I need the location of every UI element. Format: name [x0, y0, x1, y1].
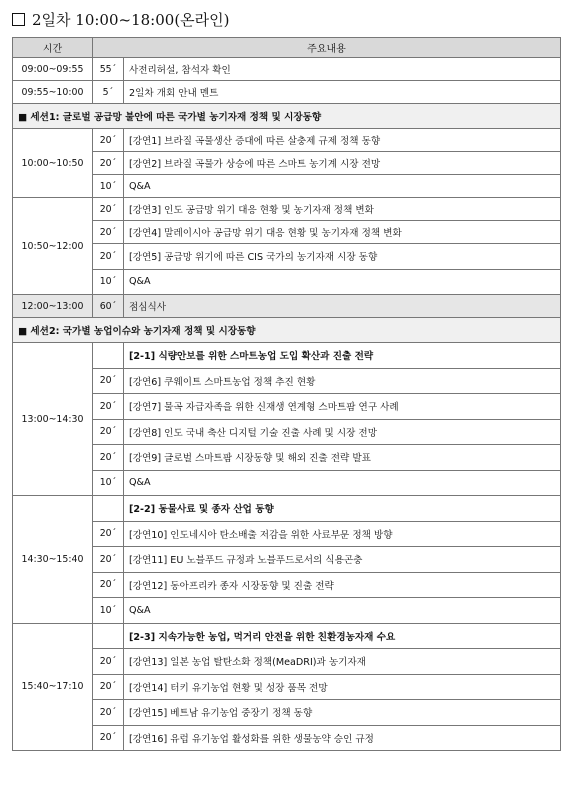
lunch-row: [13, 295, 561, 318]
duration-cell: 20´: [93, 572, 124, 598]
content-cell: [강연12] 동아프리카 종자 시장동향 및 진출 전략: [124, 572, 561, 598]
session-title: ■ 세션2: 국가별 농업이슈와 농기자재 정책 및 시장동향: [13, 318, 561, 343]
duration-cell: 20´: [93, 129, 124, 152]
duration-cell: 10´: [93, 175, 124, 198]
table-row: [13, 623, 561, 649]
header-content: 주요내용: [93, 38, 561, 58]
checkbox-icon: [12, 13, 25, 26]
table-row: [13, 547, 561, 573]
content-cell: [강연5] 공급망 위기에 따른 CIS 국가의 농기자재 시장 동향: [124, 244, 561, 270]
content-cell: [강연11] EU 노블푸드 규정과 노블푸드로서의 식용곤충: [124, 547, 561, 573]
duration-cell: 20´: [93, 547, 124, 573]
content-cell: 2일차 개회 안내 멘트: [124, 81, 561, 104]
content-cell: [강연4] 말레이시아 공급망 위기 대응 현황 및 농기자재 정책 변화: [124, 221, 561, 244]
content-cell: [강연8] 인도 국내 축산 디지털 기술 진출 사례 및 시장 전망: [124, 419, 561, 445]
duration-cell: [93, 343, 124, 369]
time-cell: 10:00~10:50: [13, 129, 93, 198]
page-title: [12, 6, 230, 32]
content-cell: Q&A: [124, 175, 561, 198]
content-cell: [강연16] 유럽 유기농업 활성화를 위한 생물농약 승인 규정: [124, 725, 561, 751]
content-cell: [강연13] 일본 농업 탈탄소화 정책(MeaDRI)과 농기자재: [124, 649, 561, 675]
duration-cell: 20´: [93, 521, 124, 547]
schedule-body: [13, 58, 561, 751]
table-row: [13, 221, 561, 244]
page-title-text: 2일차 10:00~18:00(온라인): [32, 10, 230, 29]
table-row: [13, 58, 561, 81]
table-row: [13, 419, 561, 445]
header-time: 시간: [13, 38, 93, 58]
header-row: [13, 38, 561, 58]
duration-cell: 10´: [93, 598, 124, 624]
table-row: [13, 470, 561, 496]
content-cell: [강연9] 글로벌 스마트팜 시장동향 및 해외 진출 전략 발표: [124, 445, 561, 471]
duration-cell: 5´: [93, 81, 124, 104]
content-cell: Q&A: [124, 470, 561, 496]
duration-cell: 20´: [93, 244, 124, 270]
content-cell: [강연1] 브라질 곡물생산 증대에 따른 살충제 규제 정책 동향: [124, 129, 561, 152]
table-row: [13, 445, 561, 471]
duration-cell: 20´: [93, 221, 124, 244]
content-cell: [강연6] 쿠웨이트 스마트농업 정책 추진 현황: [124, 368, 561, 394]
duration-cell: [93, 623, 124, 649]
duration-cell: 20´: [93, 419, 124, 445]
content-cell: [강연15] 베트남 유기농업 중장기 정책 동향: [124, 700, 561, 726]
table-row: [13, 269, 561, 295]
duration-cell: 20´: [93, 649, 124, 675]
time-cell: 13:00~14:30: [13, 343, 93, 496]
content-cell: Q&A: [124, 269, 561, 295]
session-title: ■ 세션1: 글로벌 공급망 불안에 따른 국가별 농기자재 정책 및 시장동향: [13, 104, 561, 129]
table-row: [13, 700, 561, 726]
table-row: [13, 244, 561, 270]
duration-cell: [93, 496, 124, 522]
time-cell: 12:00~13:00: [13, 295, 93, 318]
duration-cell: 20´: [93, 725, 124, 751]
subsection-title: [2-3] 지속가능한 농업, 먹거리 안전을 위한 친환경농자재 수요: [124, 623, 561, 649]
table-row: [13, 674, 561, 700]
table-row: [13, 521, 561, 547]
table-row: [13, 496, 561, 522]
table-row: [13, 198, 561, 221]
duration-cell: 20´: [93, 368, 124, 394]
content-cell: [강연10] 인도네시아 탄소배출 저감을 위한 사료부문 정책 방향: [124, 521, 561, 547]
session-header-row: [13, 318, 561, 343]
time-cell: 09:55~10:00: [13, 81, 93, 104]
table-row: [13, 129, 561, 152]
table-row: [13, 598, 561, 624]
content-cell: [강연3] 인도 공급망 위기 대응 현황 및 농기자재 정책 변화: [124, 198, 561, 221]
content-cell: [강연7] 물곡 자급자족을 위한 신재생 연계형 스마트팜 연구 사례: [124, 394, 561, 420]
duration-cell: 60´: [93, 295, 124, 318]
table-row: [13, 572, 561, 598]
duration-cell: 20´: [93, 700, 124, 726]
duration-cell: 20´: [93, 445, 124, 471]
table-row: [13, 152, 561, 175]
table-row: [13, 81, 561, 104]
content-cell: 점심식사: [124, 295, 561, 318]
duration-cell: 20´: [93, 152, 124, 175]
duration-cell: 55´: [93, 58, 124, 81]
schedule-table: [12, 37, 561, 751]
time-cell: 09:00~09:55: [13, 58, 93, 81]
duration-cell: 10´: [93, 470, 124, 496]
table-row: [13, 343, 561, 369]
subsection-title: [2-1] 식량안보를 위한 스마트농업 도입 확산과 진출 전략: [124, 343, 561, 369]
content-cell: Q&A: [124, 598, 561, 624]
subsection-title: [2-2] 동물사료 및 종자 산업 동향: [124, 496, 561, 522]
table-row: [13, 175, 561, 198]
content-cell: [강연2] 브라질 곡물가 상승에 따른 스마트 농기계 시장 전망: [124, 152, 561, 175]
duration-cell: 20´: [93, 674, 124, 700]
table-row: [13, 368, 561, 394]
time-cell: 10:50~12:00: [13, 198, 93, 295]
table-row: [13, 394, 561, 420]
time-cell: 15:40~17:10: [13, 623, 93, 751]
duration-cell: 20´: [93, 394, 124, 420]
table-row: [13, 725, 561, 751]
time-cell: 14:30~15:40: [13, 496, 93, 624]
content-cell: 사전리허설, 참석자 확인: [124, 58, 561, 81]
content-cell: [강연14] 터키 유기농업 현황 및 성장 품목 전망: [124, 674, 561, 700]
session-header-row: [13, 104, 561, 129]
duration-cell: 10´: [93, 269, 124, 295]
duration-cell: 20´: [93, 198, 124, 221]
table-row: [13, 649, 561, 675]
